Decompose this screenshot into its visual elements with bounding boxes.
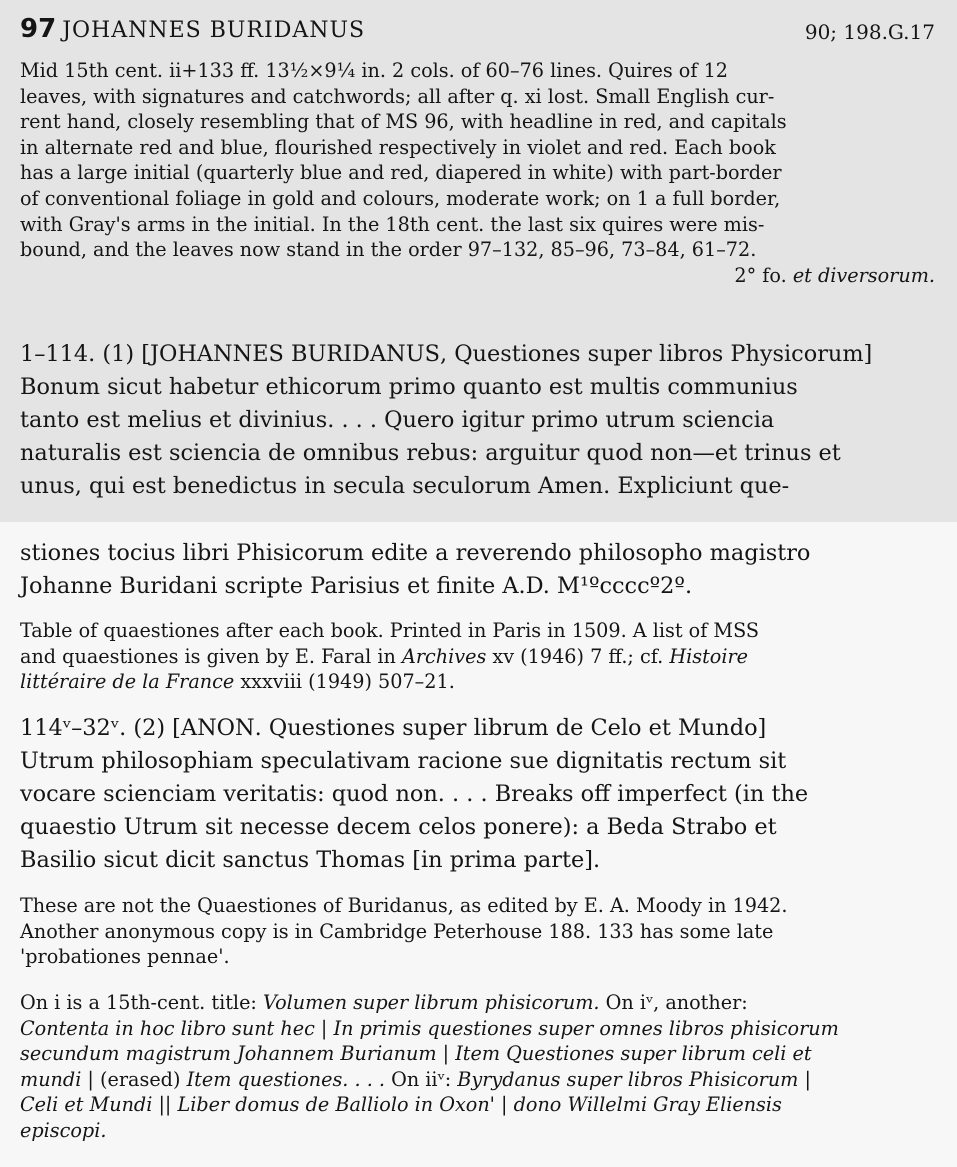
description-line: leaves, with signatures and catchwords; all after q. xi lost. Small English cur-: [20, 84, 775, 108]
item-2-line: vocare scienciam veritatis: quod non. . . . Breaks off imperfect (in the: [20, 781, 809, 808]
incipit-line: Bonum sicut habetur ethicorum primo quanto est multis communius: [20, 374, 798, 401]
description-paragraph: [20, 58, 935, 288]
entry-number: 97: [20, 14, 57, 44]
note-3: [20, 990, 935, 1144]
item-1-continued: [20, 537, 935, 603]
item-2-line: Utrum philosophiam speculativam racione sue dignitatis rectum sit: [20, 748, 787, 775]
incipit-line: unus, qui est benedictus in secula seculorum Amen. Expliciunt que-: [20, 473, 790, 500]
item-1: [20, 338, 935, 503]
note-line: 'probationes pennae'.: [20, 945, 230, 969]
note-1: [20, 618, 935, 695]
incipit-line: tanto est melius et divinius. . . . Quero igitur primo utrum sciencia: [20, 407, 775, 434]
description-line: in alternate red and blue, flourished respectively in violet and red. Each book: [20, 135, 776, 159]
description-line: with Gray's arms in the initial. In the 18th cent. the last six quires were mis-: [20, 212, 765, 236]
item-2: [20, 712, 935, 877]
note-line: littéraire de la France xxxviii (1949) 507–21.: [20, 670, 455, 694]
entry-heading: [20, 14, 935, 54]
item-1-heading: 1–114. (1) [JOHANNES BURIDANUS, Questiones super libros Physicorum]: [20, 341, 873, 367]
note-line: secundum magistrum Johannem Burianum | Item Questiones super librum celi et: [20, 1042, 812, 1066]
entry-title: JOHANNES BURIDANUS: [62, 18, 366, 43]
explicit-line: stiones tocius libri Phisicorum edite a reverendo philosopho magistro: [20, 540, 811, 566]
era-label: A.D.: [502, 573, 550, 600]
note-line: episcopi.: [20, 1118, 107, 1142]
note-line: Table of quaestiones after each book. Printed in Paris in 1509. A list of MSS: [20, 619, 760, 642]
item-2-heading: 114ᵛ–32ᵛ. (2) [ANON. Questiones super librum de Celo et Mundo]: [20, 715, 767, 741]
explicit-line: Johanne Buridani scripte Parisius et finite A.D. M¹ºccccº2º.: [20, 573, 693, 600]
note-line: Celi et Mundi || Liber domus de Balliolo in Oxon' | dono Willelmi Gray Eliensis: [20, 1093, 782, 1117]
note-line: and quaestiones is given by E. Faral in Archives xv (1946) 7 ff.; cf. Histoire: [20, 644, 749, 668]
second-folio: 2° fo. et diversorum.: [734, 263, 935, 287]
description-line: Mid 15th cent. ii+133 ff. 13½×9¼ in. 2 cols. of 60–76 lines. Quires of 12: [20, 59, 728, 82]
item-2-line: quaestio Utrum sit necesse decem celos ponere): a Beda Strabo et: [20, 814, 777, 841]
description-line: bound, and the leaves now stand in the order 97–132, 85–96, 73–84, 61–72.: [20, 238, 757, 262]
item-1-author: JOHANNES BURIDANUS: [149, 341, 440, 367]
description-line: of conventional foliage in gold and colours, moderate work; on 1 a full border,: [20, 186, 781, 210]
item-2-line: Basilio sicut dicit sanctus Thomas [in prima parte].: [20, 847, 601, 874]
item-2-anon: ANON: [180, 715, 255, 741]
note-line: These are not the Quaestiones of Buridanus, as edited by E. A. Moody in 1942.: [20, 894, 788, 917]
note-line: mundi | (erased) Item questiones. . . . On iiᵛ: Byrydanus super libros Phisicorum |: [20, 1067, 811, 1091]
note-2: [20, 893, 935, 970]
date-text: M¹ºccccº2º.: [557, 573, 693, 600]
shelfmark: 90; 198.G.17: [804, 20, 935, 44]
description-line: rent hand, closely resembling that of MS 96, with headline in red, and capitals: [20, 110, 787, 134]
incipit-line: naturalis est sciencia de omnibus rebus: arguitur quod non—et trinus et: [20, 440, 841, 467]
note-line: Contenta in hoc libro sunt hec | In primis questiones super omnes libros phisicorum: [20, 1016, 839, 1040]
description-line: has a large initial (quarterly blue and red, diapered in white) with part-border: [20, 161, 782, 185]
note-line: On i is a 15th-cent. title: Volumen super librum phisicorum. On iᵛ, another:: [20, 991, 748, 1014]
note-line: Another anonymous copy is in Cambridge Peterhouse 188. 133 has some late: [20, 919, 774, 943]
second-folio-words: et diversorum.: [792, 263, 935, 287]
